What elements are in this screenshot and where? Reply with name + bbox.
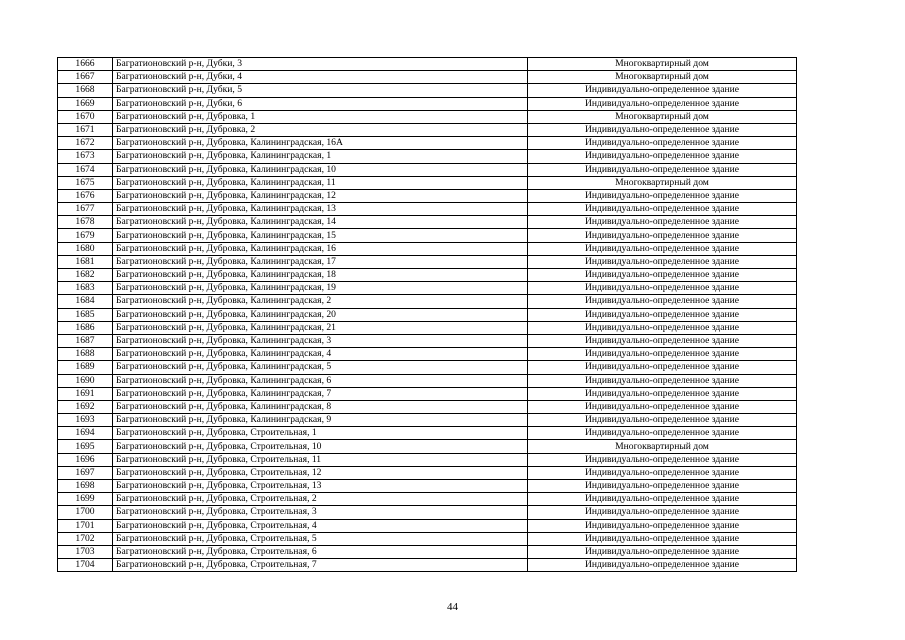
address-cell: Багратионовский р-н, Дубки, 5 (113, 84, 528, 97)
table-row (58, 216, 797, 229)
row-number-cell: 1683 (58, 282, 113, 295)
building-type-cell: Индивидуально-определенное здание (528, 229, 797, 242)
address-cell: Багратионовский р-н, Дубки, 4 (113, 71, 528, 84)
address-cell: Багратионовский р-н, Дубровка, Калининградская, 18 (113, 269, 528, 282)
building-type-cell: Многоквартирный дом (528, 176, 797, 189)
row-number-cell: 1691 (58, 387, 113, 400)
table-row (58, 545, 797, 558)
row-number-cell: 1698 (58, 480, 113, 493)
building-type-cell: Индивидуально-определенное здание (528, 163, 797, 176)
building-type-cell: Индивидуально-определенное здание (528, 466, 797, 479)
table-row (58, 295, 797, 308)
table-row (58, 321, 797, 334)
table-row (58, 559, 797, 572)
building-type-cell: Индивидуально-определенное здание (528, 361, 797, 374)
row-number-cell: 1701 (58, 519, 113, 532)
table-row (58, 203, 797, 216)
row-number-cell: 1669 (58, 97, 113, 110)
building-type-cell: Индивидуально-определенное здание (528, 321, 797, 334)
table-row (58, 348, 797, 361)
row-number-cell: 1699 (58, 493, 113, 506)
row-number-cell: 1670 (58, 110, 113, 123)
table-row (58, 255, 797, 268)
building-type-cell: Индивидуально-определенное здание (528, 295, 797, 308)
table-row (58, 229, 797, 242)
row-number-cell: 1680 (58, 242, 113, 255)
building-type-cell: Индивидуально-определенное здание (528, 216, 797, 229)
address-cell: Багратионовский р-н, Дубровка, 1 (113, 110, 528, 123)
row-number-cell: 1689 (58, 361, 113, 374)
building-type-cell: Многоквартирный дом (528, 71, 797, 84)
building-type-cell: Индивидуально-определенное здание (528, 506, 797, 519)
row-number-cell: 1688 (58, 348, 113, 361)
address-cell: Багратионовский р-н, Дубровка, Калининградская, 5 (113, 361, 528, 374)
row-number-cell: 1666 (58, 58, 113, 71)
address-cell: Багратионовский р-н, Дубровка, Калининградская, 16А (113, 137, 528, 150)
row-number-cell: 1687 (58, 334, 113, 347)
row-number-cell: 1671 (58, 123, 113, 136)
address-cell: Багратионовский р-н, Дубровка, Строительная, 10 (113, 440, 528, 453)
row-number-cell: 1673 (58, 150, 113, 163)
building-type-cell: Индивидуально-определенное здание (528, 308, 797, 321)
address-cell: Багратионовский р-н, Дубровка, Калининградская, 4 (113, 348, 528, 361)
building-type-cell: Индивидуально-определенное здание (528, 493, 797, 506)
table-row (58, 150, 797, 163)
address-cell: Багратионовский р-н, Дубровка, Калининградская, 10 (113, 163, 528, 176)
building-type-cell: Индивидуально-определенное здание (528, 255, 797, 268)
table-row (58, 97, 797, 110)
address-cell: Багратионовский р-н, Дубровка, Калининградская, 6 (113, 374, 528, 387)
table-row (58, 374, 797, 387)
address-cell: Багратионовский р-н, Дубки, 3 (113, 58, 528, 71)
address-cell: Багратионовский р-н, Дубровка, Калининградская, 19 (113, 282, 528, 295)
row-number-cell: 1686 (58, 321, 113, 334)
table-row (58, 519, 797, 532)
address-cell: Багратионовский р-н, Дубровка, Калининградская, 16 (113, 242, 528, 255)
row-number-cell: 1667 (58, 71, 113, 84)
table-row (58, 137, 797, 150)
table-row (58, 84, 797, 97)
address-cell: Багратионовский р-н, Дубки, 6 (113, 97, 528, 110)
address-cell: Багратионовский р-н, Дубровка, 2 (113, 123, 528, 136)
table-row (58, 453, 797, 466)
table-row (58, 189, 797, 202)
row-number-cell: 1668 (58, 84, 113, 97)
address-cell: Багратионовский р-н, Дубровка, Калининградская, 3 (113, 334, 528, 347)
table-row (58, 427, 797, 440)
address-cell: Багратионовский р-н, Дубровка, Строительная, 13 (113, 480, 528, 493)
address-cell: Багратионовский р-н, Дубровка, Калининградская, 9 (113, 414, 528, 427)
table-row (58, 361, 797, 374)
building-type-cell: Индивидуально-определенное здание (528, 242, 797, 255)
address-cell: Багратионовский р-н, Дубровка, Калининградская, 14 (113, 216, 528, 229)
building-type-cell: Индивидуально-определенное здание (528, 559, 797, 572)
address-cell: Багратионовский р-н, Дубровка, Строительная, 3 (113, 506, 528, 519)
table-row (58, 242, 797, 255)
address-cell: Багратионовский р-н, Дубровка, Калининградская, 20 (113, 308, 528, 321)
address-cell: Багратионовский р-н, Дубровка, Калининградская, 21 (113, 321, 528, 334)
building-type-cell: Индивидуально-определенное здание (528, 150, 797, 163)
table-row (58, 308, 797, 321)
address-cell: Багратионовский р-н, Дубровка, Калининградская, 8 (113, 400, 528, 413)
row-number-cell: 1700 (58, 506, 113, 519)
building-type-cell: Индивидуально-определенное здание (528, 519, 797, 532)
building-type-cell: Индивидуально-определенное здание (528, 123, 797, 136)
table-row (58, 123, 797, 136)
row-number-cell: 1702 (58, 532, 113, 545)
table-row (58, 440, 797, 453)
table-row (58, 282, 797, 295)
building-type-cell: Индивидуально-определенное здание (528, 427, 797, 440)
row-number-cell: 1677 (58, 203, 113, 216)
building-type-cell: Индивидуально-определенное здание (528, 189, 797, 202)
building-type-cell: Индивидуально-определенное здание (528, 532, 797, 545)
row-number-cell: 1681 (58, 255, 113, 268)
building-type-cell: Индивидуально-определенное здание (528, 480, 797, 493)
row-number-cell: 1703 (58, 545, 113, 558)
address-cell: Багратионовский р-н, Дубровка, Строительная, 2 (113, 493, 528, 506)
address-cell: Багратионовский р-н, Дубровка, Строительная, 11 (113, 453, 528, 466)
building-type-cell: Многоквартирный дом (528, 110, 797, 123)
address-cell: Багратионовский р-н, Дубровка, Строительная, 4 (113, 519, 528, 532)
address-cell: Багратионовский р-н, Дубровка, Строительная, 1 (113, 427, 528, 440)
building-type-cell: Индивидуально-определенное здание (528, 348, 797, 361)
page-number: 44 (447, 601, 458, 613)
address-cell: Багратионовский р-н, Дубровка, Калининградская, 7 (113, 387, 528, 400)
building-type-cell: Многоквартирный дом (528, 440, 797, 453)
address-cell: Багратионовский р-н, Дубровка, Калининградская, 1 (113, 150, 528, 163)
address-cell: Багратионовский р-н, Дубровка, Строительная, 6 (113, 545, 528, 558)
row-number-cell: 1697 (58, 466, 113, 479)
address-cell: Багратионовский р-н, Дубровка, Калининградская, 12 (113, 189, 528, 202)
table-row (58, 176, 797, 189)
table-row (58, 414, 797, 427)
row-number-cell: 1675 (58, 176, 113, 189)
table-row (58, 506, 797, 519)
table-row (58, 387, 797, 400)
building-type-cell: Индивидуально-определенное здание (528, 137, 797, 150)
row-number-cell: 1679 (58, 229, 113, 242)
building-type-cell: Индивидуально-определенное здание (528, 387, 797, 400)
row-number-cell: 1690 (58, 374, 113, 387)
address-cell: Багратионовский р-н, Дубровка, Строительная, 5 (113, 532, 528, 545)
address-cell: Багратионовский р-н, Дубровка, Калининградская, 15 (113, 229, 528, 242)
building-type-cell: Индивидуально-определенное здание (528, 97, 797, 110)
building-type-cell: Индивидуально-определенное здание (528, 203, 797, 216)
row-number-cell: 1692 (58, 400, 113, 413)
building-type-cell: Многоквартирный дом (528, 58, 797, 71)
table-body (58, 58, 797, 572)
row-number-cell: 1704 (58, 559, 113, 572)
building-type-cell: Индивидуально-определенное здание (528, 453, 797, 466)
row-number-cell: 1694 (58, 427, 113, 440)
table-row (58, 532, 797, 545)
table-row (58, 269, 797, 282)
buildings-table (57, 57, 797, 572)
row-number-cell: 1682 (58, 269, 113, 282)
address-cell: Багратионовский р-н, Дубровка, Калининградская, 11 (113, 176, 528, 189)
building-type-cell: Индивидуально-определенное здание (528, 269, 797, 282)
address-cell: Багратионовский р-н, Дубровка, Калининградская, 13 (113, 203, 528, 216)
table-row (58, 71, 797, 84)
table-row (58, 400, 797, 413)
address-cell: Багратионовский р-н, Дубровка, Строительная, 7 (113, 559, 528, 572)
row-number-cell: 1684 (58, 295, 113, 308)
table-row (58, 334, 797, 347)
building-type-cell: Индивидуально-определенное здание (528, 84, 797, 97)
row-number-cell: 1676 (58, 189, 113, 202)
row-number-cell: 1678 (58, 216, 113, 229)
building-type-cell: Индивидуально-определенное здание (528, 414, 797, 427)
row-number-cell: 1696 (58, 453, 113, 466)
building-type-cell: Индивидуально-определенное здание (528, 334, 797, 347)
table-row (58, 493, 797, 506)
row-number-cell: 1685 (58, 308, 113, 321)
table-row (58, 58, 797, 71)
row-number-cell: 1672 (58, 137, 113, 150)
table-row (58, 163, 797, 176)
table-row (58, 110, 797, 123)
table-row (58, 480, 797, 493)
address-cell: Багратионовский р-н, Дубровка, Строительная, 12 (113, 466, 528, 479)
row-number-cell: 1695 (58, 440, 113, 453)
table-row (58, 466, 797, 479)
building-type-cell: Индивидуально-определенное здание (528, 374, 797, 387)
row-number-cell: 1693 (58, 414, 113, 427)
building-type-cell: Индивидуально-определенное здание (528, 400, 797, 413)
building-type-cell: Индивидуально-определенное здание (528, 282, 797, 295)
address-cell: Багратионовский р-н, Дубровка, Калининградская, 17 (113, 255, 528, 268)
building-type-cell: Индивидуально-определенное здание (528, 545, 797, 558)
row-number-cell: 1674 (58, 163, 113, 176)
address-cell: Багратионовский р-н, Дубровка, Калининградская, 2 (113, 295, 528, 308)
